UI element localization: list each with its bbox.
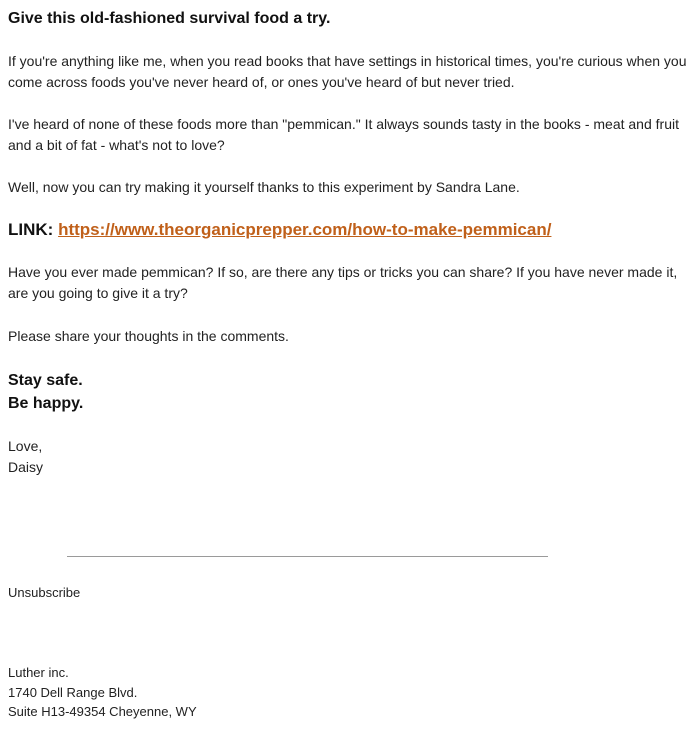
signoff-stay-safe: Stay safe. [8,372,83,389]
closing-text: Love, [8,438,43,454]
article-link[interactable]: https://www.theorganicprepper.com/how-to-make-pemmican/ [58,220,552,239]
address-line-1: 1740 Dell Range Blvd. [8,684,138,700]
paragraph-question: Have you ever made pemmican? If so, are there any tips or tricks you can share? If you have never made it, are you going to give it a try? [8,264,678,301]
unsubscribe-link[interactable]: Unsubscribe [8,585,81,600]
signoff-be-happy: Be happy. [8,395,84,412]
company-name: Luther inc. [8,665,69,680]
signature-name: Daisy [8,459,44,475]
signoff [8,369,83,415]
paragraph-comments: Please share your thoughts in the comments. [8,328,289,344]
signature [8,436,43,478]
email-heading: Give this old-fashioned survival food a try. [8,10,331,27]
paragraph-experiment: Well, now you can try making it yourself thanks to this experiment by Sandra Lane. [8,179,520,195]
link-label: LINK: [8,220,54,239]
address-line-2: Suite H13-49354 Cheyenne, WY [8,704,197,719]
footer-address [8,663,197,722]
link-line [8,220,551,240]
paragraph-pemmican: I've heard of none of these foods more than "pemmican." It always sounds tasty in the books - meat and fruit and a bit of fat - what's not to love? [8,116,679,153]
footer-divider [67,556,548,557]
paragraph-intro: If you're anything like me, when you read books that have settings in historical times, you're curious when you come across foods you've never heard of, or ones you've heard of but never tried. [8,53,687,90]
